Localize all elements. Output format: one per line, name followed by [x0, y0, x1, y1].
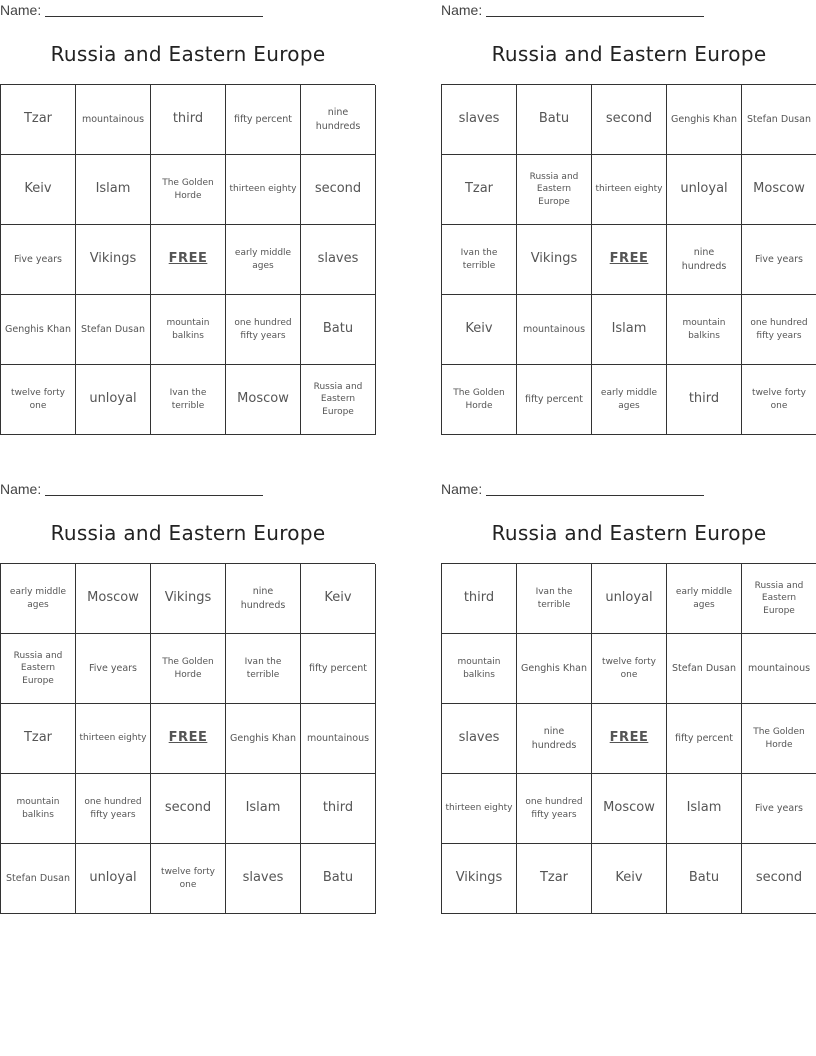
bingo-cell[interactable]: Batu — [667, 844, 742, 914]
bingo-cell[interactable]: fifty percent — [667, 704, 742, 774]
free-space[interactable]: FREE — [592, 225, 667, 295]
bingo-grid — [0, 563, 375, 914]
bingo-cell[interactable]: The Golden Horde — [151, 634, 226, 704]
bingo-cell[interactable]: Genghis Khan — [517, 634, 592, 704]
bingo-cell[interactable]: Vikings — [442, 844, 517, 914]
bingo-cell[interactable]: Islam — [226, 774, 301, 844]
bingo-cell[interactable]: unloyal — [667, 155, 742, 225]
bingo-cell[interactable]: thirteen eighty — [76, 704, 151, 774]
bingo-cell[interactable]: Russia and Eastern Europe — [742, 564, 816, 634]
bingo-cell[interactable]: Five years — [742, 225, 816, 295]
name-blank[interactable] — [486, 481, 704, 496]
free-space[interactable]: FREE — [592, 704, 667, 774]
bingo-cell[interactable]: The Golden Horde — [151, 155, 226, 225]
bingo-cell[interactable]: slaves — [442, 704, 517, 774]
bingo-cell[interactable]: Moscow — [226, 365, 301, 435]
bingo-cell[interactable]: Russia and Eastern Europe — [517, 155, 592, 225]
bingo-cell[interactable]: Batu — [517, 85, 592, 155]
name-label: Name: — [441, 2, 483, 18]
bingo-cell[interactable]: slaves — [226, 844, 301, 914]
name-blank[interactable] — [45, 2, 263, 17]
bingo-cell[interactable]: Ivan the terrible — [442, 225, 517, 295]
name-blank[interactable] — [45, 481, 263, 496]
bingo-cell[interactable]: second — [742, 844, 816, 914]
bingo-cell[interactable]: Russia and Eastern Europe — [1, 634, 76, 704]
bingo-cell[interactable]: Russia and Eastern Europe — [301, 365, 376, 435]
bingo-cell[interactable]: second — [592, 85, 667, 155]
bingo-cell[interactable]: Five years — [76, 634, 151, 704]
bingo-cell[interactable]: Genghis Khan — [1, 295, 76, 365]
bingo-cell[interactable]: twelve forty one — [742, 365, 816, 435]
bingo-cell[interactable]: Moscow — [76, 564, 151, 634]
name-label: Name: — [0, 2, 42, 18]
bingo-cell[interactable]: Stefan Dusan — [742, 85, 816, 155]
bingo-cell[interactable]: Keiv — [301, 564, 376, 634]
bingo-cell[interactable]: Stefan Dusan — [667, 634, 742, 704]
bingo-grid — [0, 84, 375, 435]
bingo-cell[interactable]: Tzar — [1, 704, 76, 774]
bingo-cell[interactable]: Stefan Dusan — [76, 295, 151, 365]
bingo-cell[interactable]: Keiv — [592, 844, 667, 914]
bingo-cell[interactable]: mountain balkins — [1, 774, 76, 844]
name-line — [0, 2, 300, 22]
bingo-cell[interactable]: thirteen eighty — [592, 155, 667, 225]
bingo-cell[interactable]: mountain balkins — [151, 295, 226, 365]
bingo-cell[interactable]: one hundred fifty years — [517, 774, 592, 844]
card-title: Russia and Eastern Europe — [491, 521, 767, 545]
bingo-cell[interactable]: Ivan the terrible — [151, 365, 226, 435]
bingo-cell[interactable]: mountain balkins — [442, 634, 517, 704]
bingo-cell[interactable]: Five years — [742, 774, 816, 844]
bingo-cell[interactable]: unloyal — [76, 365, 151, 435]
bingo-cell[interactable]: Batu — [301, 295, 376, 365]
bingo-cell[interactable]: Islam — [592, 295, 667, 365]
bingo-cell[interactable]: third — [301, 774, 376, 844]
bingo-cell[interactable]: Tzar — [1, 85, 76, 155]
bingo-cell[interactable]: early middle ages — [226, 225, 301, 295]
bingo-cell[interactable]: fifty percent — [226, 85, 301, 155]
card-title: Russia and Eastern Europe — [50, 42, 326, 66]
bingo-cell[interactable]: one hundred fifty years — [742, 295, 816, 365]
bingo-cell[interactable]: fifty percent — [517, 365, 592, 435]
bingo-cell[interactable]: Tzar — [517, 844, 592, 914]
bingo-cell[interactable]: second — [151, 774, 226, 844]
name-line — [441, 481, 741, 501]
card-title: Russia and Eastern Europe — [50, 521, 326, 545]
bingo-cell[interactable]: Keiv — [442, 295, 517, 365]
bingo-cell[interactable]: Islam — [667, 774, 742, 844]
bingo-cell[interactable]: mountainous — [517, 295, 592, 365]
bingo-cell[interactable]: The Golden Horde — [442, 365, 517, 435]
free-space[interactable]: FREE — [151, 225, 226, 295]
bingo-cell[interactable]: thirteen eighty — [442, 774, 517, 844]
bingo-cell[interactable]: Vikings — [76, 225, 151, 295]
bingo-cell[interactable]: Ivan the terrible — [517, 564, 592, 634]
card-title: Russia and Eastern Europe — [491, 42, 767, 66]
bingo-cell[interactable]: Genghis Khan — [667, 85, 742, 155]
bingo-cell[interactable]: nine hundreds — [301, 85, 376, 155]
bingo-cell[interactable]: mountainous — [742, 634, 816, 704]
bingo-cell[interactable]: Islam — [76, 155, 151, 225]
bingo-cell[interactable]: Moscow — [592, 774, 667, 844]
bingo-cell[interactable]: mountainous — [301, 704, 376, 774]
bingo-cell[interactable]: early middle ages — [667, 564, 742, 634]
name-line — [441, 2, 741, 22]
bingo-cell[interactable]: Tzar — [442, 155, 517, 225]
bingo-cell[interactable]: unloyal — [592, 564, 667, 634]
bingo-grid — [441, 84, 816, 435]
bingo-cell[interactable]: twelve forty one — [1, 365, 76, 435]
bingo-cell[interactable]: mountain balkins — [667, 295, 742, 365]
bingo-cell[interactable]: early middle ages — [592, 365, 667, 435]
bingo-cell[interactable]: The Golden Horde — [742, 704, 816, 774]
bingo-cell[interactable]: third — [667, 365, 742, 435]
bingo-cell[interactable]: slaves — [301, 225, 376, 295]
bingo-cell[interactable]: nine hundreds — [226, 564, 301, 634]
bingo-cell[interactable]: Batu — [301, 844, 376, 914]
name-blank[interactable] — [486, 2, 704, 17]
bingo-cell[interactable]: twelve forty one — [592, 634, 667, 704]
name-label: Name: — [441, 481, 483, 497]
name-label: Name: — [0, 481, 42, 497]
bingo-cell[interactable]: nine hundreds — [667, 225, 742, 295]
bingo-cell[interactable]: third — [151, 85, 226, 155]
bingo-cell[interactable]: Vikings — [151, 564, 226, 634]
bingo-cell[interactable]: mountainous — [76, 85, 151, 155]
bingo-cell[interactable]: Five years — [1, 225, 76, 295]
bingo-cell[interactable]: Genghis Khan — [226, 704, 301, 774]
bingo-cell[interactable]: Keiv — [1, 155, 76, 225]
bingo-cell[interactable]: slaves — [442, 85, 517, 155]
bingo-cell[interactable]: third — [442, 564, 517, 634]
bingo-cell[interactable]: Moscow — [742, 155, 816, 225]
name-line — [0, 481, 300, 501]
bingo-cell[interactable]: thirteen eighty — [226, 155, 301, 225]
bingo-cell[interactable]: one hundred fifty years — [76, 774, 151, 844]
bingo-cell[interactable]: nine hundreds — [517, 704, 592, 774]
bingo-cell[interactable]: Vikings — [517, 225, 592, 295]
bingo-cell[interactable]: one hundred fifty years — [226, 295, 301, 365]
free-space[interactable]: FREE — [151, 704, 226, 774]
bingo-cell[interactable]: unloyal — [76, 844, 151, 914]
bingo-cell[interactable]: Ivan the terrible — [226, 634, 301, 704]
bingo-cell[interactable]: fifty percent — [301, 634, 376, 704]
bingo-cell[interactable]: early middle ages — [1, 564, 76, 634]
bingo-cell[interactable]: second — [301, 155, 376, 225]
bingo-cell[interactable]: Stefan Dusan — [1, 844, 76, 914]
bingo-grid — [441, 563, 816, 914]
bingo-cell[interactable]: twelve forty one — [151, 844, 226, 914]
